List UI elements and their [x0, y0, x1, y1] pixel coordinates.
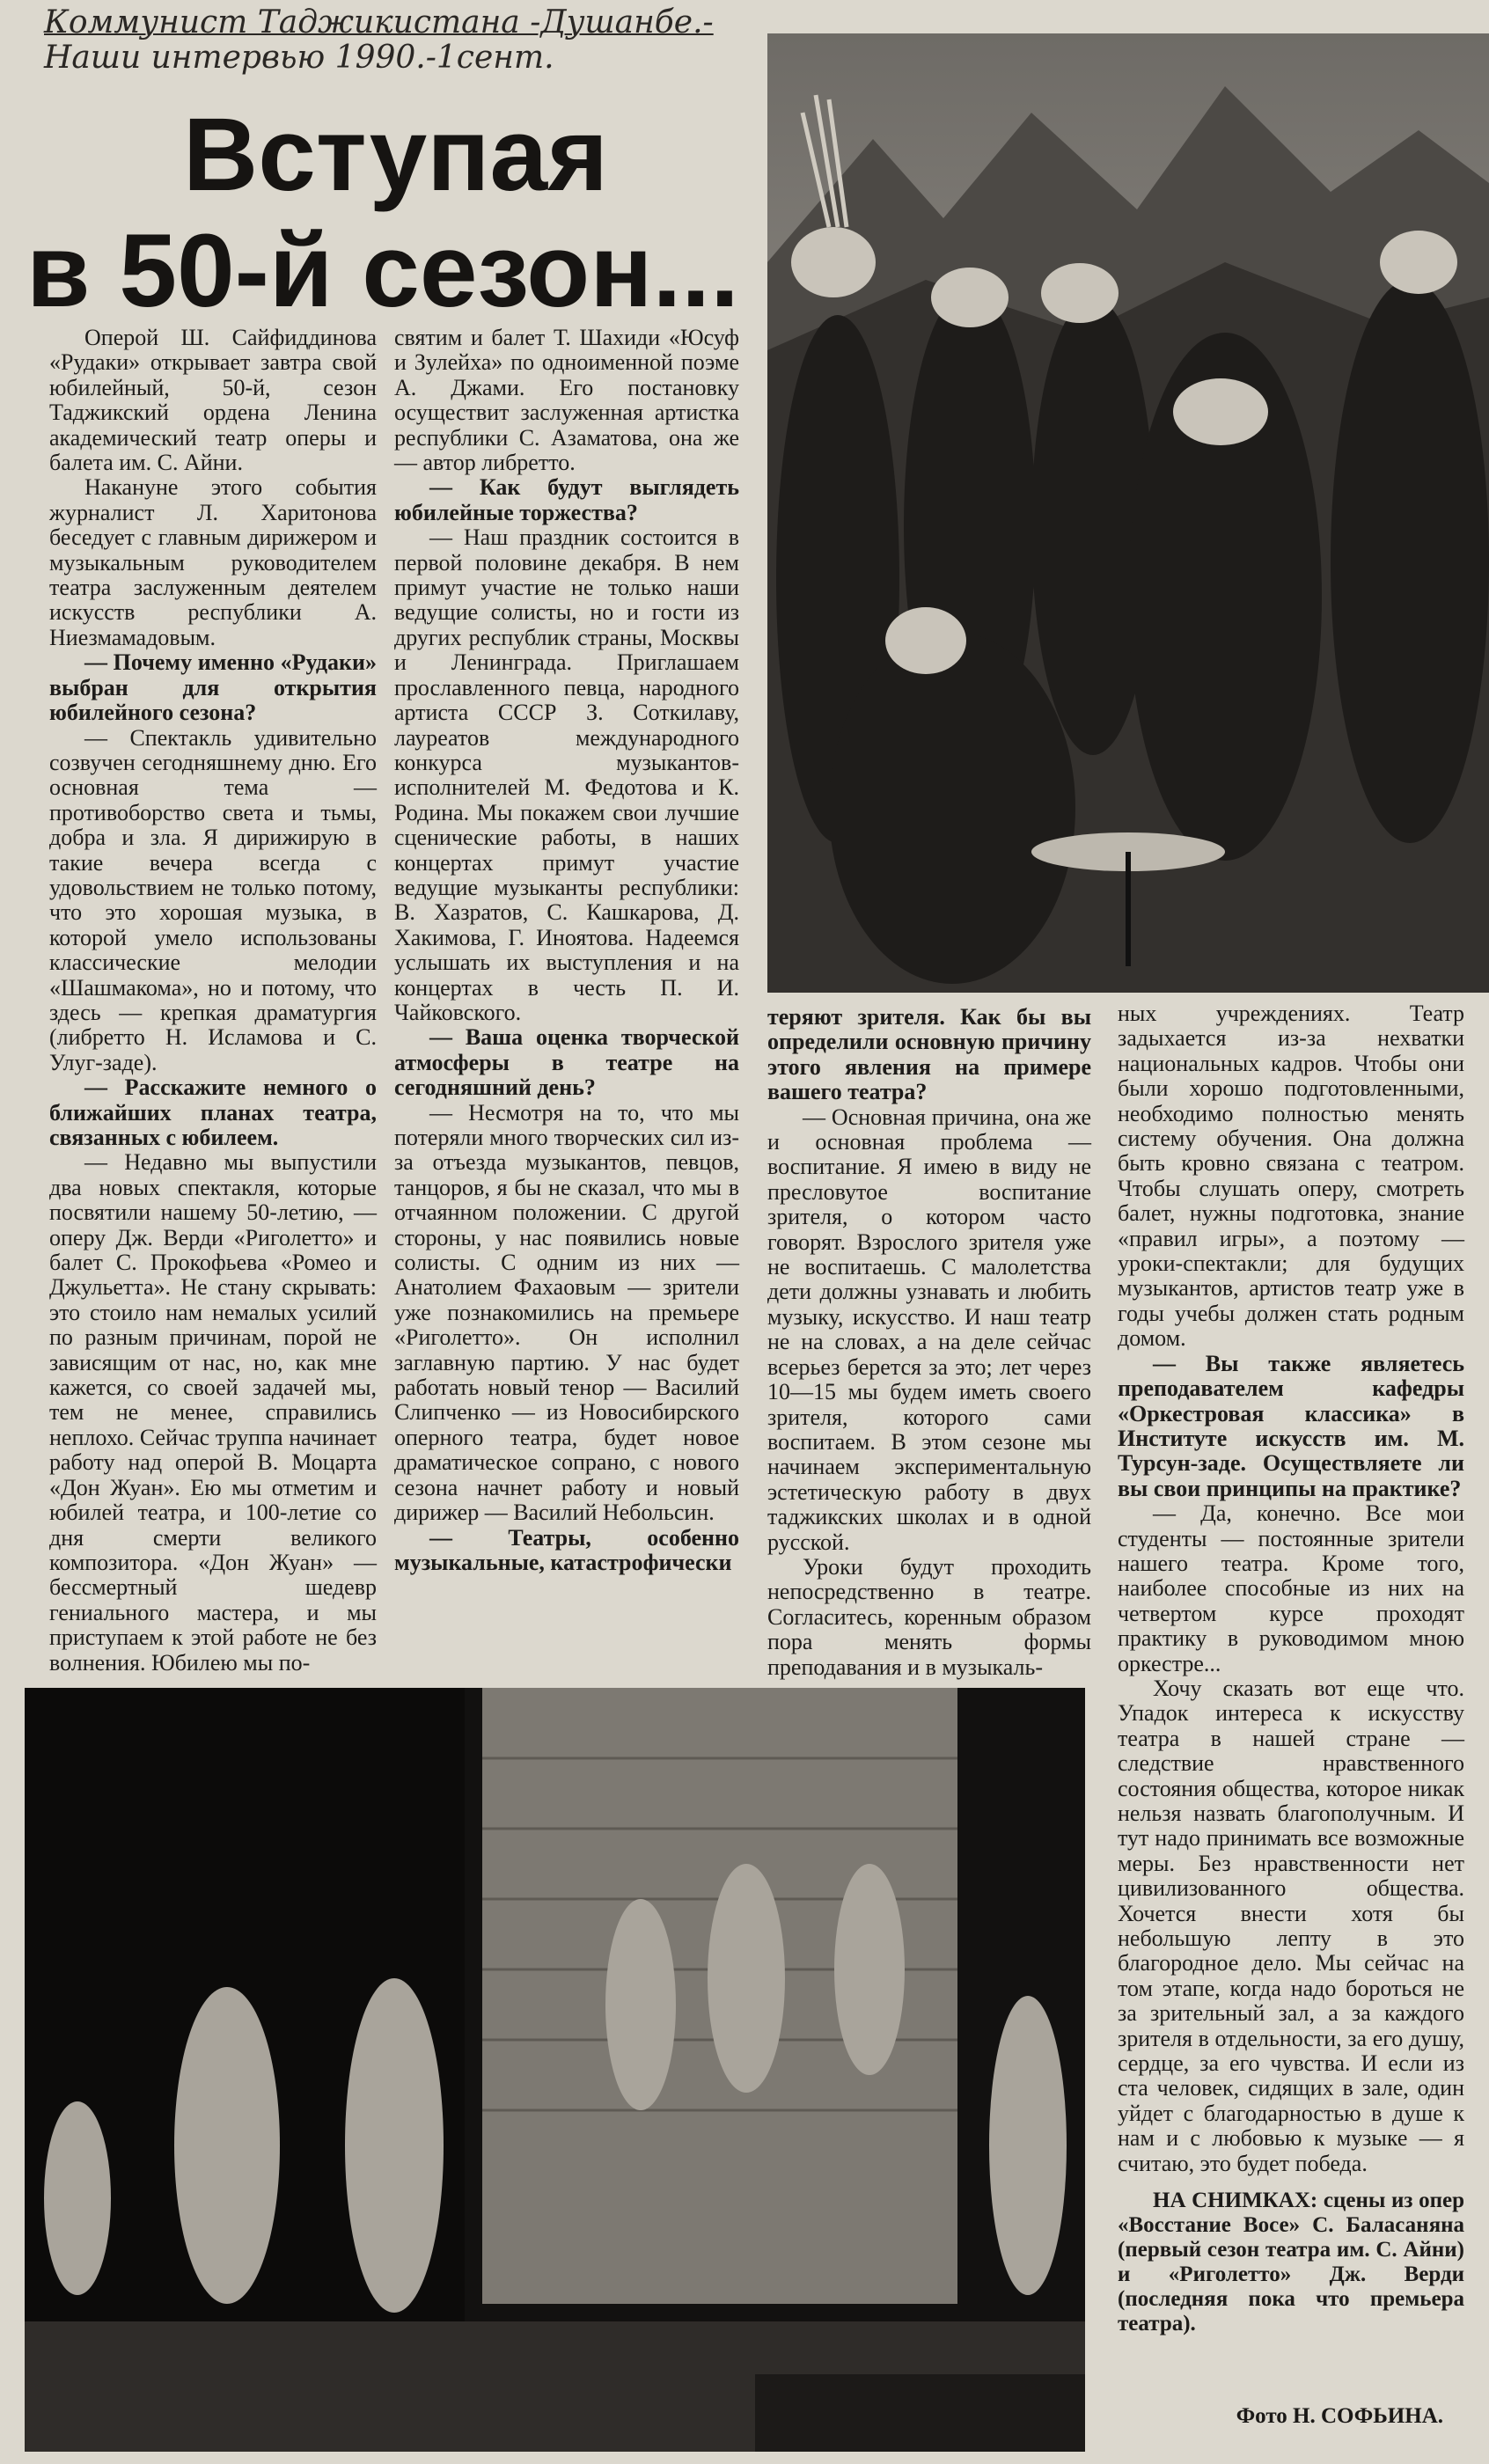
col4-paragraph-2: — Да, конечно. Все мои студенты — постоянные зрители нашего театра. Кроме того, наиболее способные из них на четвертом курсе проходят практику в руководимом мною оркестре...	[1118, 1500, 1464, 1676]
col2-question-2: — Ваша оценка творческой атмосферы в театре на сегодняшний день?	[394, 1024, 739, 1101]
col1-question-2: — Расскажите немного о ближайших планах театра, связанных с юбилеем.	[49, 1074, 377, 1150]
headline-line-2: в 50-й сезон...	[26, 213, 739, 329]
article-column-4	[1118, 1001, 1464, 2336]
col3-paragraph-1: — Основная причина, она же и основная проблема — воспитание. Я имею в виду не пресловутое воспитание зрителя, о котором часто говорят. Взрослого зрителя уже не воспитаешь. С малолетства дети должны узнавать и любить музыку, искусство. И наш театр не на словах, а на деле сейчас всерьез берется за это; лет через 10—15 мы будем иметь своего зрителя, которого сами воспитаем. В этом сезоне мы начинаем экспериментальную эстетическую работу в двух таджикских школах и в одной русской.	[767, 1104, 1091, 1555]
col2-paragraph-1: святим и балет Т. Шахиди «Юсуф и Зулейха» по одноименной поэме А. Джами. Его постановку осуществит заслуженная артистка республики С. Азаматова, она же — автор либретто.	[394, 325, 739, 476]
col2-question-3: — Театры, особенно музыкальные, катастрофически	[394, 1524, 739, 1575]
headline-line-1: Вступая	[183, 97, 608, 213]
rigoletto-scene-photo-bottom	[25, 1688, 1085, 2452]
photo-credit: Фото Н. СОФЬИНА.	[1236, 2404, 1443, 2428]
handwritten-date: Наши интервью 1990.-1сент.	[44, 40, 554, 76]
col4-paragraph-3: Хочу сказать вот еще что. Упадок интереса к искусству театра в нашей стране — следствие нравственного состояния общества, которое никак нельзя назвать благополучным. И тут надо принимать все возможные меры. Без нравственности нет цивилизованного общества. Хочется внести хотя бы небольшую лепту в это благородное дело. Мы сейчас на том этапе, когда надо бороться не за зрительный зал, а за каждого зрителя в отдельности, за его душу, сердце, за его чувства. И если из ста человек, сидящих в зале, один уйдет с благодарностью в душе к нам и с любовью к музыке — я считаю, это будет победа.	[1118, 1675, 1464, 2176]
col3-question-1: теряют зрителя. Как бы вы определили основную причину этого явления на примере вашего театра?	[767, 1004, 1091, 1105]
col4-paragraph-1: ных учреждениях. Театр задыхается из-за нехватки национальных кадров. Чтобы они были хорошо подготовленными, необходимо полностью менять систему обучения. Она должна быть кровно связана с театром. Чтобы слушать оперу, смотреть балет, нужны подготовка, знание «правил игры», а поэтому — уроки-спектакли; для будущих музыкантов, артистов театр уже в годы учебы должен стать родным домом.	[1118, 1001, 1464, 1352]
col1-paragraph-1: Оперой Ш. Сайфиддинова «Рудаки» открывает завтра свой юбилейный, 50-й, сезон Таджикский ордена Ленина академический театр оперы и балета им. С. Айни.	[49, 325, 377, 476]
article-column-2	[394, 326, 739, 1575]
photo-caption: НА СНИМКАХ: сцены из опер «Восстание Восе» С. Баласаняна (первый сезон театра им. С. Айни) и «Риголетто» Дж. Верди (последняя пока что премьера театра).	[1118, 2189, 1464, 2336]
col1-paragraph-3: — Спектакль удивительно созвучен сегодняшнему дню. Его основная тема — противоборство света и тьмы, добра и зла. Я дирижирую в такие вечера всегда с удовольствием не только потому, что это хорошая музыка, в которой умело использованы классические мелодии «Шашмакома», но и потому, что здесь — крепкая драматургия (либретто Н. Исламова и С. Улуг-заде).	[49, 724, 377, 1075]
col3-paragraph-2: Уроки будут проходить непосредственно в театре. Согласитесь, коренным образом пора менять формы преподавания и в музыкаль-	[767, 1553, 1091, 1680]
article-headline	[26, 97, 748, 329]
col1-paragraph-2: Накануне этого события журналист Л. Харитонова беседует с главным дирижером и музыкальным руководителем театра заслуженным деятелем искусств республики А. Ниезмамадовым.	[49, 474, 377, 650]
handwritten-note	[44, 5, 766, 76]
col1-paragraph-4: — Недавно мы выпустили два новых спектакля, которые посвятили нашему 50-летию, — оперу Дж. Верди «Риголетто» и балет С. Прокофьева «Ромео и Джульетта». Не стану скрывать: это стоило нам немалых усилий по разным причинам, порой не зависящим от нас, но, как мне кажется, со своей задачей мы, тем не менее, справились неплохо. Сейчас труппа начинает работу над оперой В. Моцарта «Дон Жуан». Ею мы отметим и юбилей театра, и 100-летие со дня смерти великого композитора. «Дон Жуан» — бессмертный шедевр гениального мастера, и мы приступаем к этой работе не без волнения. Юбилею мы по-	[49, 1149, 377, 1676]
col2-paragraph-2: — Наш праздник состоится в первой половине декабря. В нем примут участие не только наши ведущие солисты, но и гости из других республик страны, Москвы и Ленинграда. Приглашаем прославленного певца, народного артиста СССР З. Соткилаву, лауреатов международного конкурса музыкантов-исполнителей М. Федотова и К. Родина. Мы покажем свои лучшие сценические работы, в наших концертах примут участие ведущие музыканты республики: В. Хазратов, С. Кашкарова, Д. Хакимова, Г. Иноятова. Надеемся услышать их выступления и на концертах в честь П. И. Чайковского.	[394, 524, 739, 1025]
article-column-3	[767, 1005, 1091, 1680]
col4-question-1: — Вы также являетесь преподавателем кафедры «Оркестровая классика» в Институте искусств им. М. Турсун-заде. Осуществляете ли вы свои принципы на практике?	[1118, 1350, 1464, 1501]
article-column-1	[49, 326, 377, 1676]
handwritten-source: Коммунист Таджикистана -Душанбе.-	[44, 4, 714, 40]
col2-question-1: — Как будут выглядеть юбилейные торжества?	[394, 474, 739, 525]
col2-paragraph-3: — Несмотря на то, что мы потеряли много творческих сил из-за отъезда музыкантов, певцов, танцоров, я бы не сказал, что мы в отчаянном положении. С другой стороны, у нас появились новые солисты. С одним из них — Анатолием Фахаовым — зрители уже познакомились на премьере «Риголетто». Он исполнил заглавную партию. У нас будет работать новый тенор — Василий Слипченко — из Новосибирского оперного театра, будет новое драматическое сопрано, с нового сезона начнет работу и новый дирижер — Василий Небольсин.	[394, 1099, 739, 1526]
opera-scene-photo-top	[767, 33, 1489, 993]
col1-question-1: — Почему именно «Рудаки» выбран для открытия юбилейного сезона?	[49, 649, 377, 726]
